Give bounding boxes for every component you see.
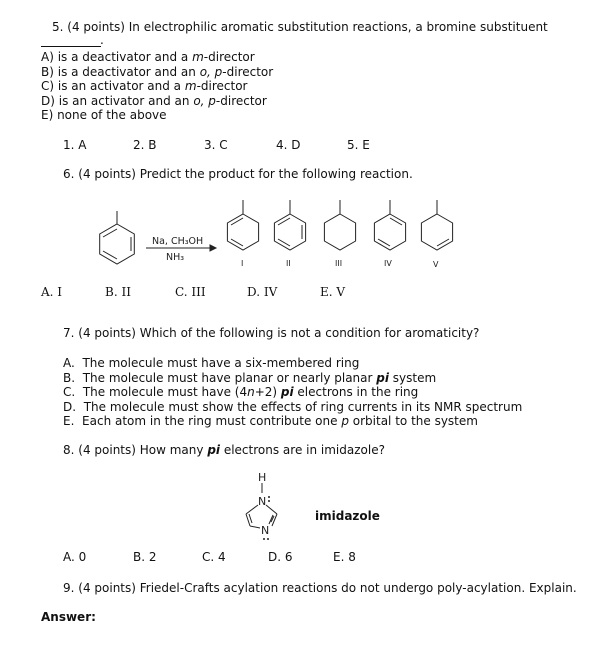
q5-option-c: C) is an activator and a m-director bbox=[41, 79, 248, 93]
imidazole-n1-atom: N bbox=[258, 495, 267, 508]
q5-choice-3: 3. C bbox=[204, 138, 228, 152]
q5-option-b: B) is a deactivator and an o, p-director bbox=[41, 65, 274, 79]
q9-stem: 9. (4 points) Friedel-Crafts acylation reactions do not undergo poly-acylation. Explain. bbox=[63, 581, 577, 595]
product-v-structure bbox=[421, 200, 452, 250]
q5-choice-1: 1. A bbox=[63, 138, 87, 152]
reagent-bottom-label: NH₃ bbox=[166, 252, 185, 263]
q8-stem: 8. (4 points) How many pi electrons are in imidazole? bbox=[63, 443, 385, 457]
q5-blank-period: . bbox=[100, 33, 104, 47]
toluene-structure bbox=[100, 211, 135, 264]
q5-option-d: D) is an activator and an o, p-director bbox=[41, 94, 267, 108]
q8-choice-c: C. 4 bbox=[202, 550, 226, 564]
q7-option-d: D. The molecule must show the effects of ring currents in its NMR spectrum bbox=[63, 400, 523, 414]
product-label-iv: IV bbox=[384, 259, 392, 268]
product-label-v: V bbox=[433, 260, 439, 269]
q9-answer-label: Answer: bbox=[41, 610, 96, 624]
q5-stem: 5. (4 points) In electrophilic aromatic substitution reactions, a bromine substituent bbox=[52, 20, 548, 34]
q7-option-c: C. The molecule must have (4n+2) pi electrons in the ring bbox=[63, 385, 419, 399]
q6-choice-c: C. III bbox=[175, 285, 206, 299]
q5-choice-4: 4. D bbox=[276, 138, 301, 152]
q6-choice-b: B. II bbox=[105, 285, 131, 299]
q5-choice-2: 2. B bbox=[133, 138, 157, 152]
product-label-ii: II bbox=[286, 259, 291, 268]
imidazole-label: imidazole bbox=[315, 509, 380, 523]
q6-choice-a: A. I bbox=[41, 285, 63, 299]
q7-stem: 7. (4 points) Which of the following is not a condition for aromaticity? bbox=[63, 326, 480, 340]
imidazole-h-atom: H bbox=[258, 471, 267, 484]
q6-reaction-scheme bbox=[0, 195, 609, 275]
q7-option-a: A. The molecule must have a six-membered ring bbox=[63, 356, 360, 370]
product-iii-structure bbox=[324, 200, 355, 250]
imidazole-n3-atom: N bbox=[261, 524, 270, 537]
q7-option-e: E. Each atom in the ring must contribute one p orbital to the system bbox=[63, 414, 478, 428]
q5-option-e: E) none of the above bbox=[41, 108, 167, 122]
q5-option-a: A) is a deactivator and a m-director bbox=[41, 50, 255, 64]
q8-choice-a: A. 0 bbox=[63, 550, 87, 564]
reagent-top-label: Na, CH₃OH bbox=[152, 236, 204, 247]
product-label-iii: III bbox=[335, 259, 343, 268]
product-i-structure bbox=[227, 200, 258, 250]
q6-stem: 6. (4 points) Predict the product for the following reaction. bbox=[63, 167, 413, 181]
product-label-i: I bbox=[241, 259, 244, 268]
imidazole-structure bbox=[228, 470, 308, 548]
q7-option-b: B. The molecule must have planar or nearly planar pi system bbox=[63, 371, 437, 385]
q5-choice-5: 5. E bbox=[347, 138, 370, 152]
product-iv-structure bbox=[374, 200, 405, 250]
q5-answer-blank bbox=[41, 34, 101, 47]
q8-choice-d: D. 6 bbox=[268, 550, 293, 564]
q6-choice-e: E. V bbox=[320, 285, 346, 299]
q6-choice-d: D. IV bbox=[247, 285, 278, 299]
q8-choice-b: B. 2 bbox=[133, 550, 157, 564]
q8-choice-e: E. 8 bbox=[333, 550, 356, 564]
product-ii-structure bbox=[274, 200, 305, 250]
